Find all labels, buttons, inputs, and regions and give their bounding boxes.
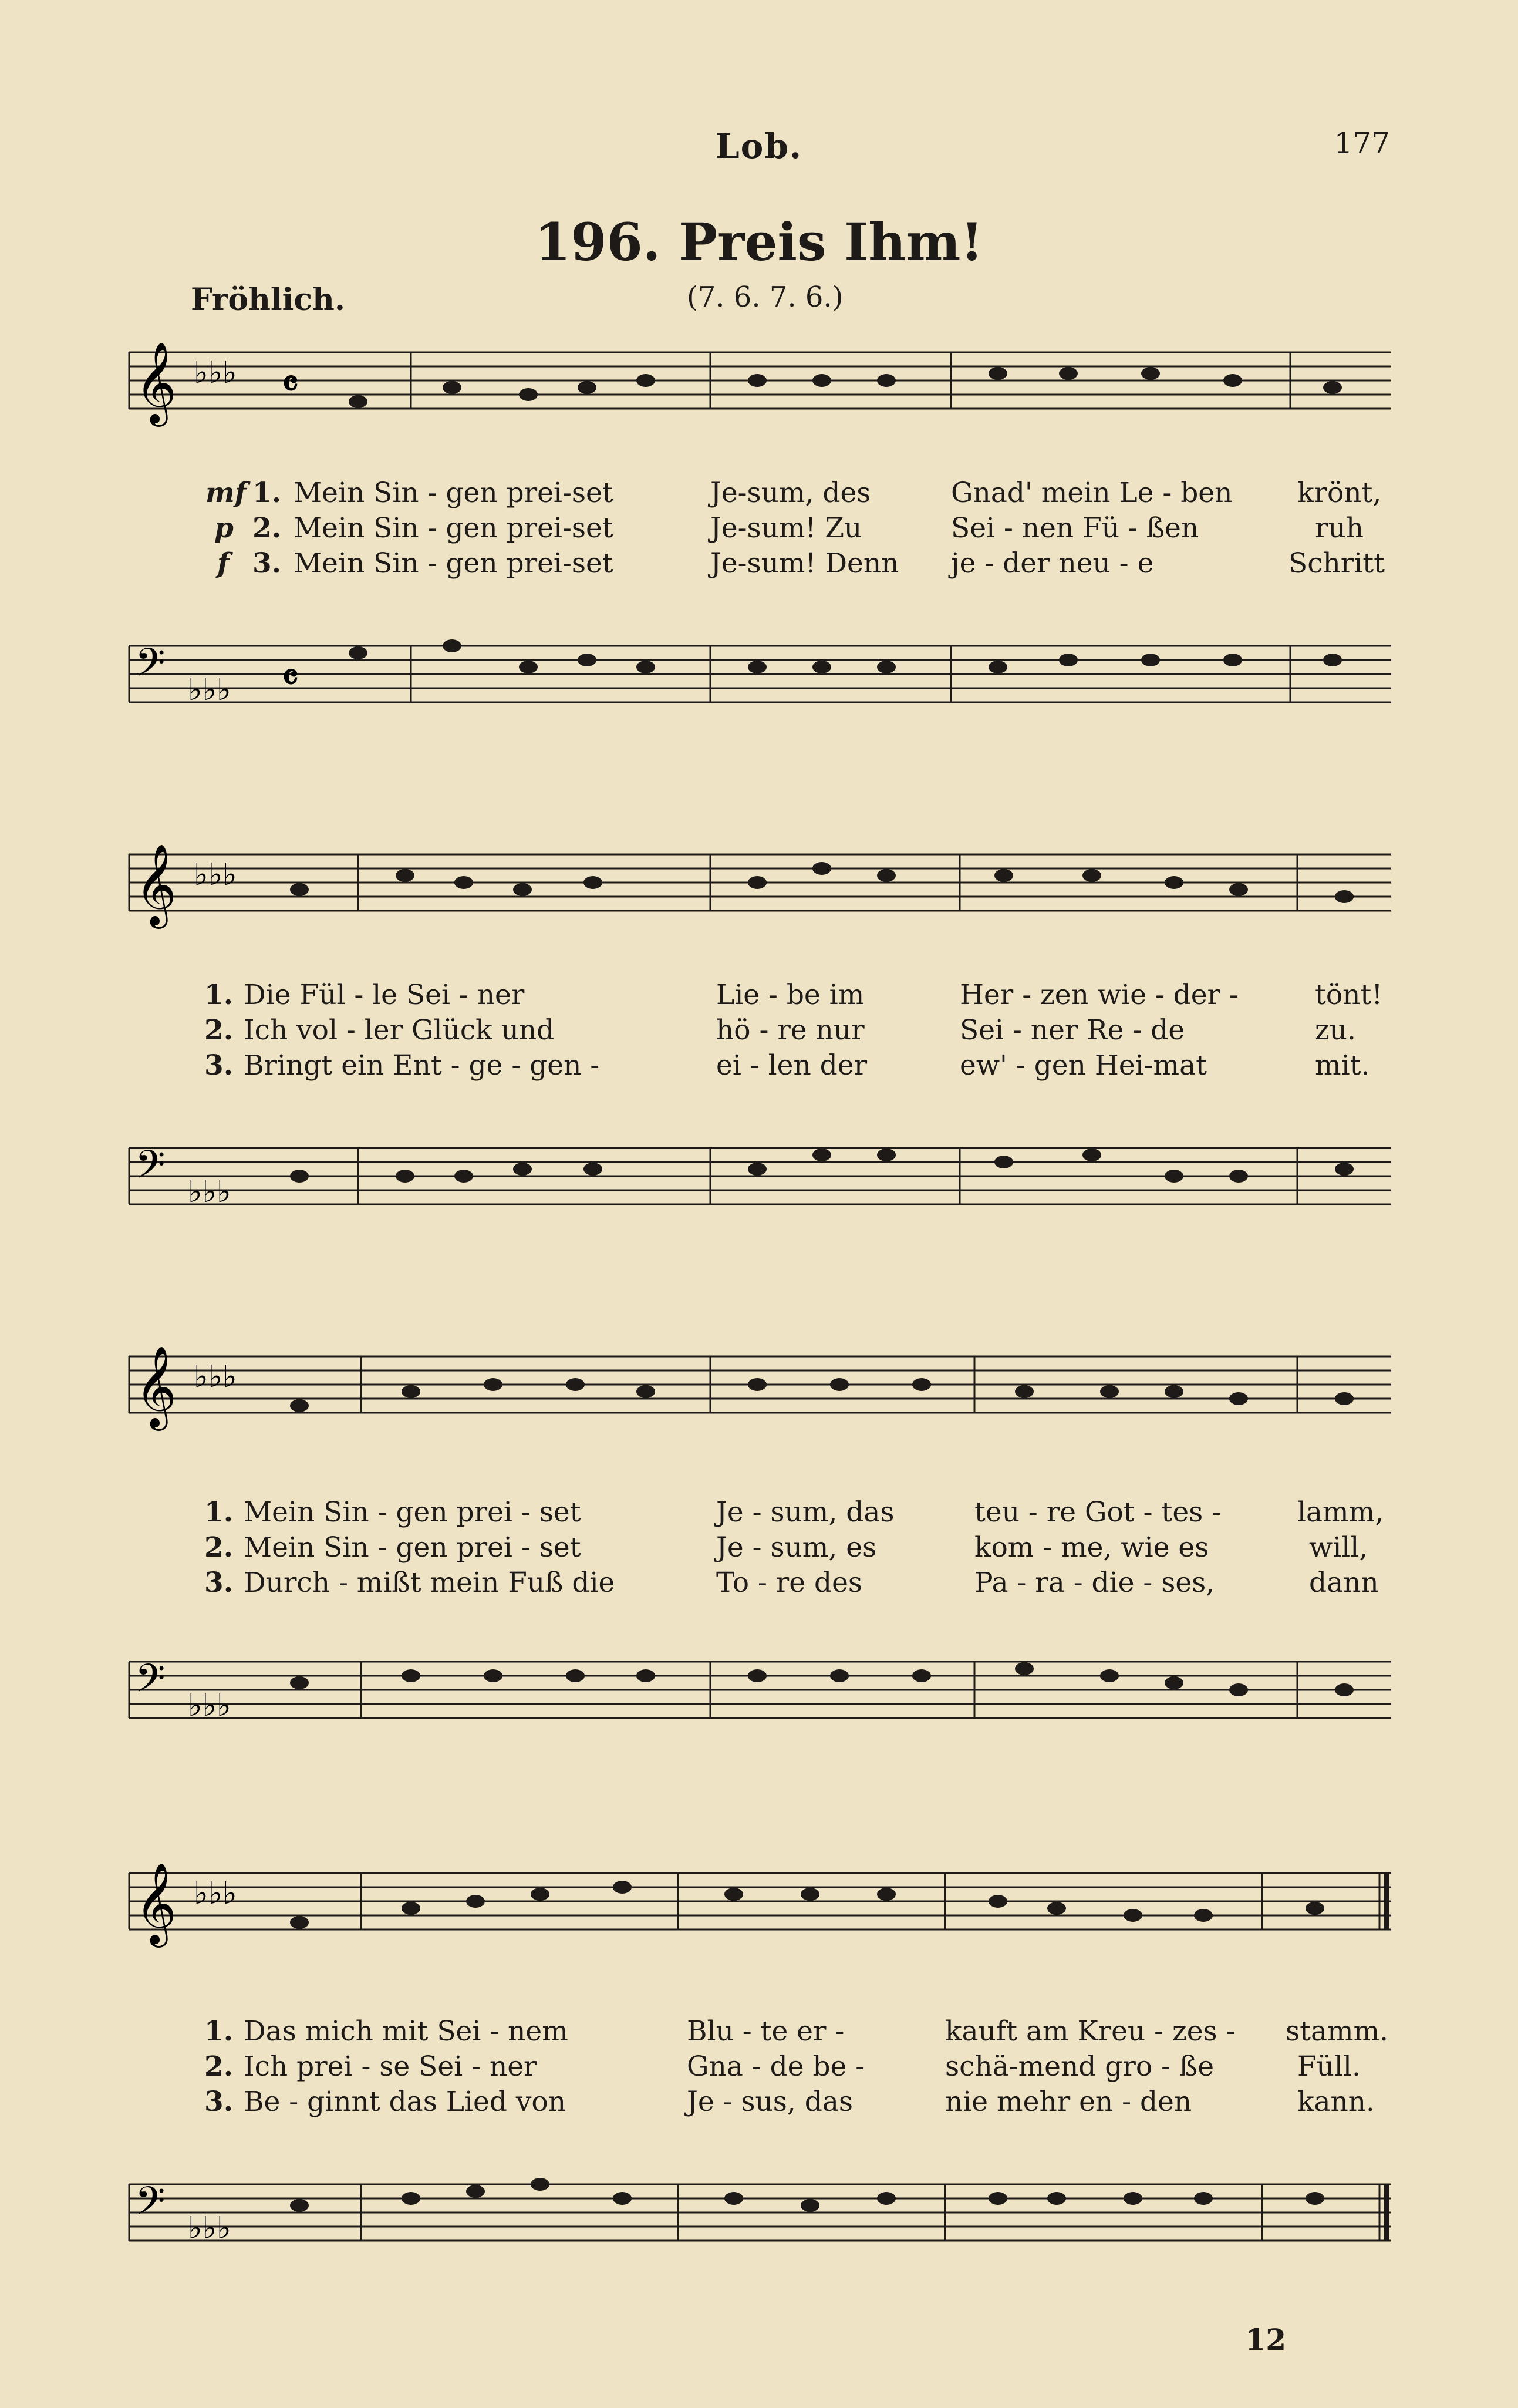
lyric-line-3 bbox=[117, 1567, 1397, 1601]
svg-text:𝄞: 𝄞 bbox=[135, 1346, 177, 1427]
verse-number: 2. bbox=[204, 2050, 234, 2083]
lyric-line-3 bbox=[117, 2086, 1397, 2120]
bass-staff bbox=[117, 634, 1397, 722]
lyric-segment: kauft am Kreu - zes - bbox=[945, 2015, 1236, 2047]
lyric-segment: Gnad' mein Le - ben bbox=[951, 477, 1233, 509]
music-system-2 bbox=[117, 843, 1397, 1242]
verse-number: 2. bbox=[204, 1531, 234, 1564]
verse-number: 2. bbox=[204, 1014, 234, 1046]
lyric-segment: Gna - de be - bbox=[687, 2050, 865, 2083]
signature-mark: 12 bbox=[1245, 2322, 1286, 2357]
verse-number: 1. bbox=[252, 477, 282, 509]
lyric-segment: dann bbox=[1309, 1567, 1379, 1599]
lyric-segment: Sei - nen Fü - ßen bbox=[951, 512, 1199, 544]
svg-text:𝄢: 𝄢 bbox=[135, 2178, 166, 2233]
lyric-segment: je - der neu - e bbox=[951, 547, 1154, 580]
tempo-marking: Fröhlich. bbox=[191, 282, 345, 318]
lyric-line-1 bbox=[117, 1496, 1397, 1530]
lyric-segment: schä-mend gro - ße bbox=[945, 2050, 1215, 2083]
svg-text:♭♭♭: ♭♭♭ bbox=[188, 672, 231, 708]
lyric-segment: Je-sum! Denn bbox=[710, 547, 899, 580]
verse-number: 3. bbox=[204, 1567, 234, 1599]
lyric-segment: zu. bbox=[1315, 1014, 1356, 1046]
lyric-segment: ei - len der bbox=[716, 1049, 868, 1082]
svg-text:𝄢: 𝄢 bbox=[135, 640, 166, 695]
bass-staff bbox=[117, 2173, 1397, 2261]
lyric-segment: Bringt ein Ent - ge - gen - bbox=[244, 1049, 600, 1082]
lyric-segment: Je - sum, das bbox=[716, 1496, 895, 1528]
lyric-segment: Ich vol - ler Glück und bbox=[244, 1014, 555, 1046]
lyric-segment: Je-sum, des bbox=[710, 477, 871, 509]
treble-staff bbox=[117, 843, 1397, 931]
lyric-segment: tönt! bbox=[1315, 979, 1383, 1011]
svg-text:♭♭♭: ♭♭♭ bbox=[188, 2211, 231, 2246]
lyric-segment: Mein Sin - gen prei - set bbox=[244, 1496, 581, 1528]
lyric-segment: Sei - ner Re - de bbox=[960, 1014, 1185, 1046]
verse-number: 2. bbox=[252, 512, 282, 544]
music-system-1 bbox=[117, 341, 1397, 740]
lyric-line-2 bbox=[117, 512, 1397, 546]
verse-number: 1. bbox=[204, 1496, 234, 1528]
lyric-segment: kom - me, wie es bbox=[974, 1531, 1209, 1564]
lyric-segment: ew' - gen Hei-mat bbox=[960, 1049, 1207, 1082]
svg-text:♭♭♭: ♭♭♭ bbox=[188, 1174, 231, 1210]
lyric-segment: Durch - mißt mein Fuß die bbox=[244, 1567, 615, 1599]
lyric-segment: teu - re Got - tes - bbox=[974, 1496, 1222, 1528]
lyric-segment: Lie - be im bbox=[716, 979, 865, 1011]
lyric-line-3 bbox=[117, 547, 1397, 581]
lyric-segment: Blu - te er - bbox=[687, 2015, 845, 2047]
lyric-segment: Das mich mit Sei - nem bbox=[244, 2015, 568, 2047]
lyric-line-1 bbox=[117, 2015, 1397, 2049]
dynamic-mark: f bbox=[217, 547, 230, 580]
dynamic-mark: mf bbox=[205, 477, 247, 509]
page-number: 177 bbox=[1334, 126, 1390, 160]
lyric-line-2 bbox=[117, 1014, 1397, 1048]
svg-text:𝄞: 𝄞 bbox=[135, 844, 177, 925]
verse-number: 3. bbox=[204, 1049, 234, 1082]
lyric-line-1 bbox=[117, 477, 1397, 511]
treble-staff bbox=[117, 341, 1397, 429]
lyric-segment: To - re des bbox=[716, 1567, 862, 1599]
svg-text:𝄴: 𝄴 bbox=[282, 656, 299, 700]
treble-staff bbox=[117, 1345, 1397, 1433]
svg-text:♭♭♭: ♭♭♭ bbox=[188, 1688, 231, 1723]
lyric-segment: lamm, bbox=[1297, 1496, 1384, 1528]
lyric-segment: kann. bbox=[1297, 2086, 1375, 2118]
lyric-segment: hö - re nur bbox=[716, 1014, 865, 1046]
svg-text:𝄴: 𝄴 bbox=[282, 362, 299, 406]
running-header: Lob. bbox=[715, 126, 803, 166]
bass-staff bbox=[117, 1650, 1397, 1738]
svg-text:𝄢: 𝄢 bbox=[135, 1142, 166, 1197]
lyric-segment: Die Fül - le Sei - ner bbox=[244, 979, 525, 1011]
lyric-segment: Mein Sin - gen prei-set bbox=[294, 512, 613, 544]
lyric-segment: Be - ginnt das Lied von bbox=[244, 2086, 566, 2118]
svg-text:𝄞: 𝄞 bbox=[135, 342, 177, 423]
lyric-line-2 bbox=[117, 1531, 1397, 1565]
lyric-segment: Je - sum, es bbox=[716, 1531, 877, 1564]
lyric-segment: Je - sus, das bbox=[687, 2086, 854, 2118]
lyric-segment: ruh bbox=[1315, 512, 1364, 544]
lyric-segment: Je-sum! Zu bbox=[710, 512, 862, 544]
lyric-segment: mit. bbox=[1315, 1049, 1370, 1082]
music-system-3 bbox=[117, 1345, 1397, 1744]
lyric-line-2 bbox=[117, 2050, 1397, 2084]
lyric-segment: Mein Sin - gen prei-set bbox=[294, 477, 613, 509]
svg-text:♭♭♭: ♭♭♭ bbox=[194, 1876, 237, 1911]
lyric-segment: will, bbox=[1309, 1531, 1368, 1564]
lyric-line-3 bbox=[117, 1049, 1397, 1083]
verse-number: 1. bbox=[204, 979, 234, 1011]
treble-staff bbox=[117, 1861, 1397, 1949]
meter-marking: (7. 6. 7. 6.) bbox=[687, 281, 844, 314]
music-system-4 bbox=[117, 1861, 1397, 2272]
svg-text:𝄞: 𝄞 bbox=[135, 1863, 177, 1944]
svg-text:♭♭♭: ♭♭♭ bbox=[194, 1359, 237, 1395]
lyric-segment: Pa - ra - die - ses, bbox=[974, 1567, 1215, 1599]
lyric-segment: krönt, bbox=[1297, 477, 1382, 509]
verse-number: 1. bbox=[204, 2015, 234, 2047]
verse-number: 3. bbox=[204, 2086, 234, 2118]
lyric-segment: Füll. bbox=[1297, 2050, 1361, 2083]
hymn-title: 196. Preis Ihm! bbox=[535, 211, 983, 272]
lyric-segment: Mein Sin - gen prei-set bbox=[294, 547, 613, 580]
svg-text:♭♭♭: ♭♭♭ bbox=[194, 857, 237, 893]
dynamic-mark: p bbox=[214, 512, 234, 544]
lyric-segment: Her - zen wie - der - bbox=[960, 979, 1239, 1011]
verse-number: 3. bbox=[252, 547, 282, 580]
svg-text:♭♭♭: ♭♭♭ bbox=[194, 355, 237, 390]
lyric-segment: nie mehr en - den bbox=[945, 2086, 1192, 2118]
lyric-segment: Schritt bbox=[1288, 547, 1385, 580]
bass-staff bbox=[117, 1136, 1397, 1224]
lyric-segment: Mein Sin - gen prei - set bbox=[244, 1531, 581, 1564]
lyric-line-1 bbox=[117, 979, 1397, 1013]
lyric-segment: stamm. bbox=[1286, 2015, 1389, 2047]
lyric-segment: Ich prei - se Sei - ner bbox=[244, 2050, 537, 2083]
svg-text:𝄢: 𝄢 bbox=[135, 1656, 166, 1710]
